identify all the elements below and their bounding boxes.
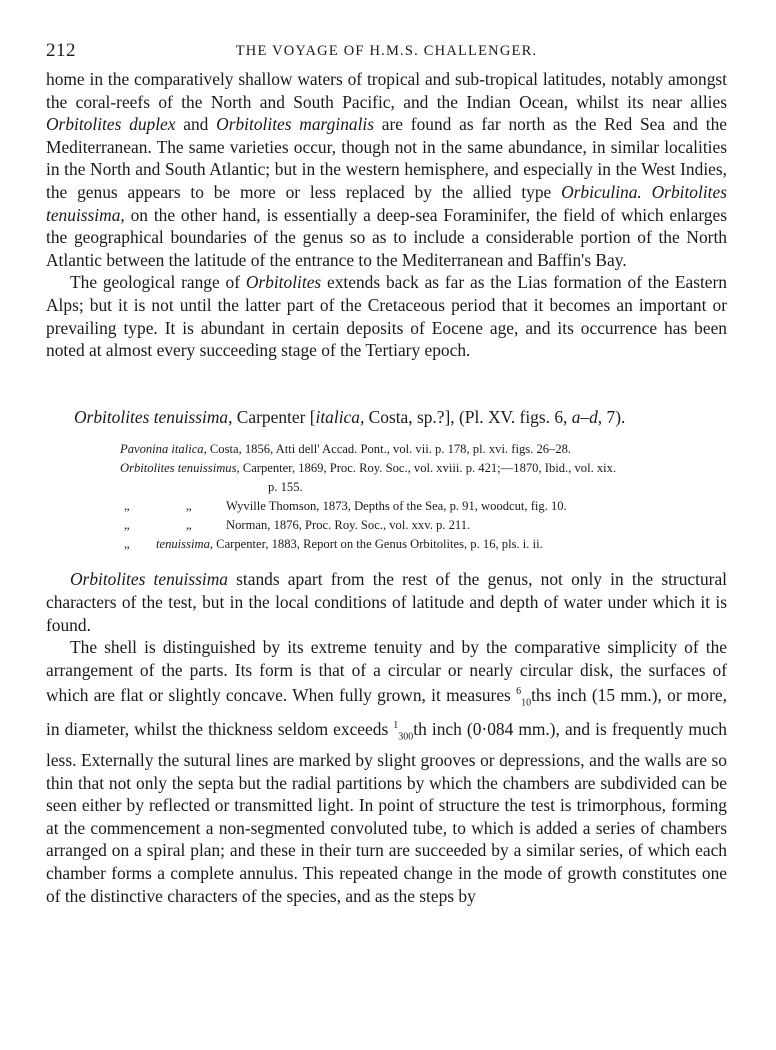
paragraph-geological-range: The geological range of Orbitolites extends back as far as the Lias formation of the Eastern Alps; but it is not until the latter part of the Cretaceous period that it becomes an important or prevailing type. It is abundant in certain deposits of Eocene age, and its occurrence has been noted at almost every succeeding stage of the Tertiary epoch. bbox=[46, 272, 727, 361]
page bbox=[46, 40, 727, 907]
fraction-denominator: 300 bbox=[398, 731, 414, 743]
synonymy-entry: „ „ Wyville Thomson, 1873, Depths of the Sea, p. 91, woodcut, fig. 10. bbox=[46, 497, 727, 516]
paragraph-species-intro: Orbitolites tenuissima stands apart from the rest of the genus, not only in the structural characters of the test, but in the local conditions of latitude and depth of water under which it is found. bbox=[46, 569, 727, 635]
synonymy-entry: „ tenuissima, Carpenter, 1883, Report on the Genus Orbitolites, p. 16, pls. i. ii. bbox=[46, 535, 727, 554]
paragraph-shell-description: The shell is distinguished by its extreme tenuity and by the comparative simplicity of the arrangement of the parts. Its form is that of a circular or nearly circular disk, the surfaces of which are flat or slightly concave. When fully grown, it measures $^6_{10}$ths inch (15 mm.), or more, in diameter, whilst the thickness seldom exceeds $^1_{300}$th inch (0·084 mm.), and is frequently much less. Externally the sutural lines are marked by slight grooves or depressions, and the walls are so thin that not only the septa but the radial partitions by which the chambers are subdivided can be seen either by reflected or transmitted light. In point of structure the test is trimorphous, forming at the commencement a non-segmented convoluted tube, to which is added a series of chambers arranged on a spiral plan; and these in their turn are succeeded by a similar series, of which each chamber forms a complete annulus. This repeated change in the mode of growth constitutes one of the distinctive characters of the species, and as the steps by bbox=[46, 637, 727, 906]
paragraph-distribution: home in the comparatively shallow waters of tropical and sub-tropical latitudes, notably amongst the coral-reefs of the North and South Pacific, and the Indian Ocean, whilst its near allies Orbitolites duplex and Orbitolites marginalis are found as far north as the Red Sea and the Mediterranean. The same varieties occur, though not in the same abundance, in similar localities in the North and South Atlantic; but in the western hemisphere, and especially in the West Indies, the genus appears to be more or less replaced by the allied type Orbiculina. Orbitolites tenuissima, on the other hand, is essentially a deep-sea Foraminifer, the field of which enlarges the geographical boundaries of the genus so as to include a considerable portion of the North Atlantic between the latitude of the entrance to the Mediterranean and Baffin's Bay. bbox=[46, 69, 727, 270]
fraction-numerator: 1 bbox=[393, 720, 399, 732]
ditto-mark: „ bbox=[186, 518, 192, 533]
fraction-numerator: 6 bbox=[516, 686, 522, 698]
fraction-denominator: 10 bbox=[521, 697, 532, 709]
running-title: THE VOYAGE OF H.M.S. CHALLENGER. bbox=[235, 43, 538, 59]
synonymy-entry: Orbitolites tenuissimus, Carpenter, 1869, Proc. Roy. Soc., vol. xviii. p. 421;—1870, Ibid., vol. xix. bbox=[120, 461, 617, 476]
species-heading: Orbitolites tenuissima, Carpenter [italica, Costa, sp.?], (Pl. XV. figs. 6, a–d, 7). bbox=[74, 406, 626, 427]
synonymy-list bbox=[46, 440, 727, 554]
page-header bbox=[46, 40, 727, 68]
ditto-mark: „ bbox=[124, 537, 130, 552]
ditto-mark: „ bbox=[186, 499, 192, 514]
synonymy-entry-continuation: p. 155. bbox=[268, 480, 303, 495]
synonymy-entry: Pavonina italica, Costa, 1856, Atti dell' Accad. Pont., vol. vii. p. 178, pl. xvi. figs. 26–28. bbox=[120, 442, 572, 457]
ditto-mark: „ bbox=[124, 518, 130, 533]
synonymy-entry: „ „ Norman, 1876, Proc. Roy. Soc., vol. xxv. p. 211. bbox=[46, 516, 727, 535]
page-number: 212 bbox=[46, 40, 76, 61]
ditto-mark: „ bbox=[124, 499, 130, 514]
